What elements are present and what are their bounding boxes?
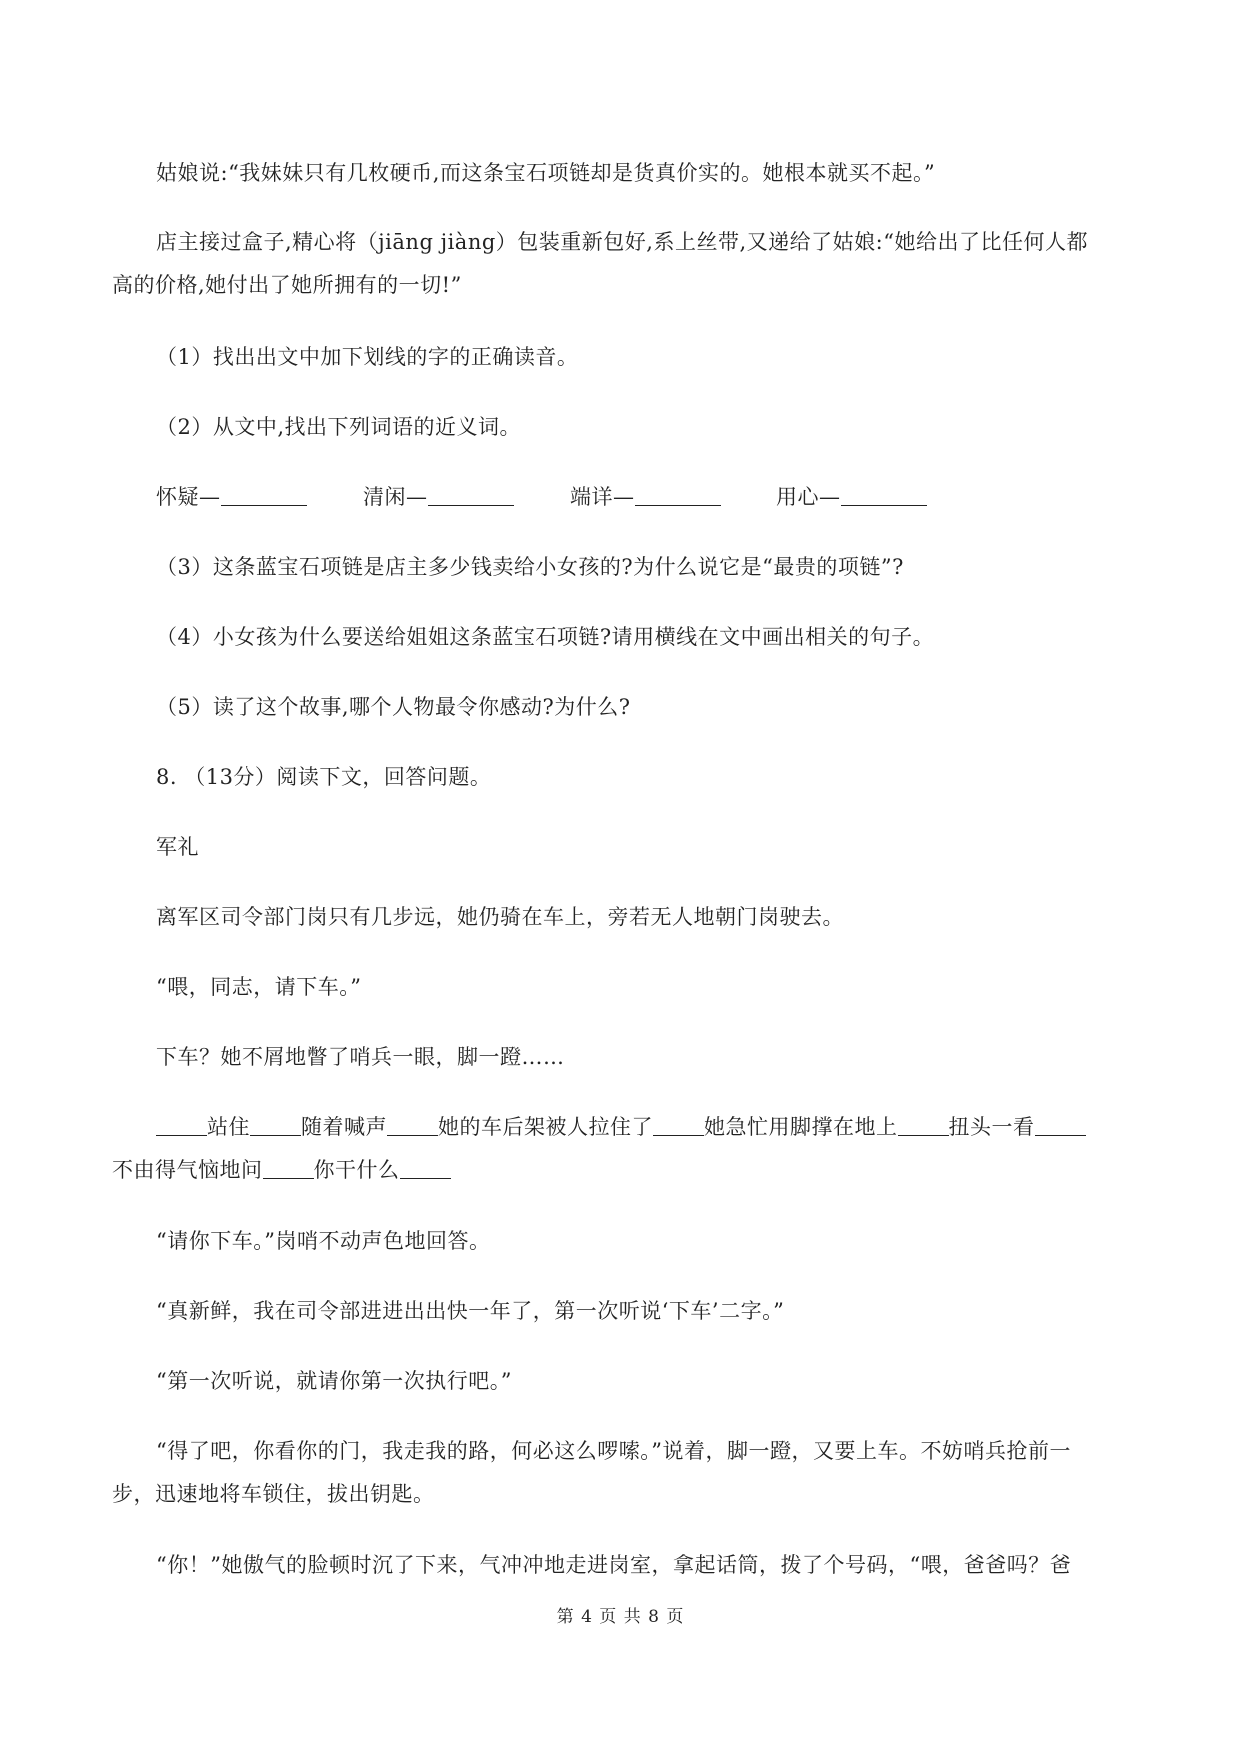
story-sentence-5: “真新鲜，我在司令部进进出出快一年了，第一次听说‘下车’二字。”	[156, 1299, 785, 1323]
punctuation-blank[interactable]	[387, 1115, 438, 1136]
synonym-row	[156, 482, 1156, 512]
story-sentence-7-line1: “得了吧，你看你的门，我走我的路，何必这么啰嗦。”说着，脚一蹬，又要上车。不妨哨兵抢前一	[156, 1439, 1071, 1463]
punctuation-line-2: 不由得气恼地问 你干什么	[112, 1155, 451, 1185]
story-title: 军礼	[156, 835, 199, 859]
story-sentence-7-line2: 步，迅速地将车锁住，拔出钥匙。	[112, 1482, 435, 1506]
synonym-item: 用心—	[776, 482, 927, 512]
paragraph-girl-said: 姑娘说:“我妹妹只有几枚硬币,而这条宝石项链却是货真价实的。她根本就买不起。”	[156, 161, 936, 185]
paragraph-shopkeeper-line1: 店主接过盒子,精心将（jiāng jiàng）包装重新包好,系上丝带,又递给了姑娘:“她给出了比任何人都	[156, 230, 1088, 254]
answer-blank[interactable]	[841, 485, 927, 506]
paragraph-shopkeeper-line2: 高的价格,她付出了她所拥有的一切!”	[112, 273, 462, 297]
story-sentence-4: “请你下车。”岗哨不动声色地回答。	[156, 1229, 491, 1253]
answer-blank[interactable]	[635, 485, 721, 506]
story-sentence-2: “喂，同志，请下车。”	[156, 975, 362, 999]
answer-blank[interactable]	[428, 485, 514, 506]
synonym-item: 怀疑—	[156, 482, 307, 512]
story-sentence-1: 离军区司令部门岗只有几步远，她仍骑在车上，旁若无人地朝门岗驶去。	[156, 905, 844, 929]
question-8-heading: 8. （13分）阅读下文，回答问题。	[156, 765, 492, 789]
punctuation-blank[interactable]	[263, 1158, 314, 1179]
story-sentence-3: 下车？她不屑地瞥了哨兵一眼，脚一蹬……	[156, 1045, 565, 1069]
story-sentence-8: “你！”她傲气的脸顿时沉了下来，气冲冲地走进岗室，拿起话筒，拨了个号码，“喂，爸爸吗？爸	[156, 1553, 1072, 1577]
answer-blank[interactable]	[221, 485, 307, 506]
story-sentence-6: “第一次听说，就请你第一次执行吧。”	[156, 1369, 512, 1393]
synonym-item: 端详—	[570, 482, 721, 512]
question-3: （3）这条蓝宝石项链是店主多少钱卖给小女孩的?为什么说它是“最贵的项链”?	[156, 555, 904, 579]
question-5: （5）读了这个故事,哪个人物最令你感动?为什么?	[156, 695, 631, 719]
page-footer: 第 4 页 共 8 页	[556, 1607, 685, 1627]
punctuation-line-1: 站住 随着喊声 她的车后架被人拉住了 她急忙用脚撑在地上 扭头一看	[156, 1112, 1086, 1142]
punctuation-blank[interactable]	[898, 1115, 949, 1136]
synonym-item: 清闲—	[363, 482, 514, 512]
punctuation-blank[interactable]	[156, 1115, 207, 1136]
question-1: （1）找出出文中加下划线的字的正确读音。	[156, 345, 579, 369]
punctuation-blank[interactable]	[250, 1115, 301, 1136]
question-2: （2）从文中,找出下列词语的近义词。	[156, 415, 522, 439]
punctuation-blank[interactable]	[1035, 1115, 1086, 1136]
punctuation-blank[interactable]	[400, 1158, 451, 1179]
question-4: （4）小女孩为什么要送给姐姐这条蓝宝石项链?请用横线在文中画出相关的句子。	[156, 625, 935, 649]
punctuation-blank[interactable]	[653, 1115, 704, 1136]
